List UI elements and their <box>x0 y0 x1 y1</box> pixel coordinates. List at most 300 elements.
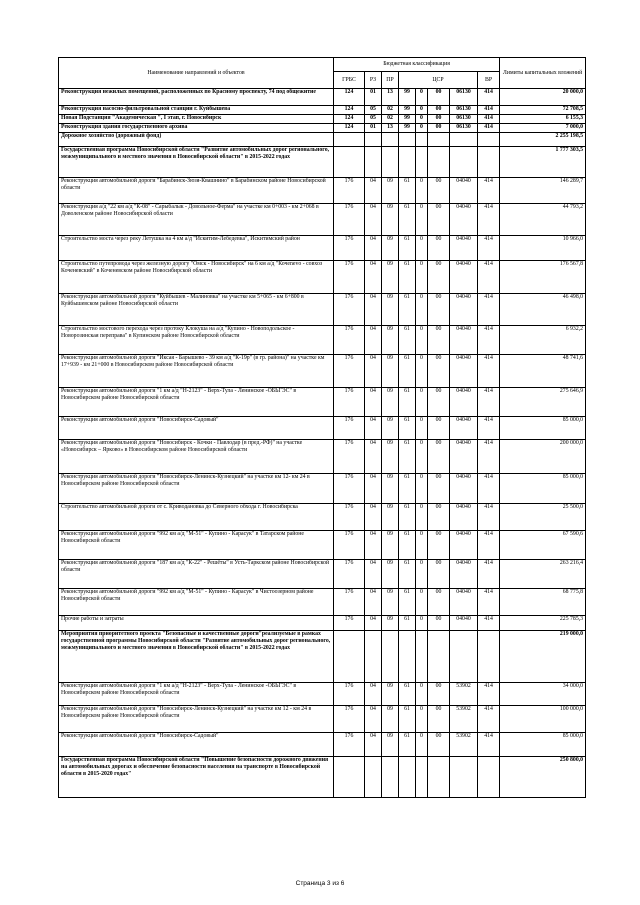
row-vr: 414 <box>478 388 500 417</box>
row-csr-2 <box>416 631 428 683</box>
row-vr: 414 <box>478 261 500 294</box>
row-name: Реконструкция автомобильной дороги "992 км а/д "М-51" - Купино - Карасук" в Татарском районе Новосибирской области <box>59 531 334 560</box>
row-amount: 44 793,2 <box>500 204 586 236</box>
row-amount: 25 500,0 <box>500 504 586 531</box>
row-grbs: 176 <box>334 417 365 440</box>
row-pr <box>382 631 399 683</box>
row-grbs <box>334 133 365 147</box>
row-amount: 275 646,9 <box>500 388 586 417</box>
row-csr-3: 00 <box>428 388 450 417</box>
row-pr: 02 <box>382 106 399 115</box>
row-csr-4: 04040 <box>450 388 478 417</box>
row-csr-2 <box>416 133 428 147</box>
row-csr-2: 0 <box>416 388 428 417</box>
row-rz: 05 <box>365 115 382 124</box>
table-row <box>59 124 586 133</box>
table-row <box>59 178 586 204</box>
row-name: Реконструкция автомобильной дороги "1 км а/д "Н-2123" - Верх-Тула - Ленинское -ОБЬГЭС" в Новосибирском районе Новосибирской области <box>59 683 334 706</box>
header-limits: Лимиты капитальных вложений <box>500 58 586 89</box>
row-csr-4: 04040 <box>450 589 478 616</box>
row-csr-2: 0 <box>416 440 428 474</box>
row-csr-4: 06130 <box>450 89 478 106</box>
row-csr-2: 0 <box>416 531 428 560</box>
row-csr-2: 0 <box>416 115 428 124</box>
row-rz: 05 <box>365 106 382 115</box>
header-grbs: ГРБС <box>334 72 365 89</box>
row-pr: 09 <box>382 261 399 294</box>
table-row <box>59 757 586 798</box>
budget-table <box>58 57 586 798</box>
table-row <box>59 204 586 236</box>
row-pr: 09 <box>382 474 399 504</box>
row-csr-3: 00 <box>428 417 450 440</box>
table-row <box>59 106 586 115</box>
row-grbs: 124 <box>334 106 365 115</box>
row-vr: 414 <box>478 355 500 388</box>
row-pr <box>382 133 399 147</box>
row-pr: 09 <box>382 294 399 326</box>
row-pr <box>382 757 399 798</box>
row-name: Реконструкция нежилых помещений, расположенных по Красному проспекту, 74 под общежитие <box>59 89 334 106</box>
row-csr-3: 00 <box>428 474 450 504</box>
row-csr-3: 00 <box>428 616 450 631</box>
row-csr-1 <box>399 757 416 798</box>
row-amount: 10 966,0 <box>500 236 586 261</box>
row-name: Реконструкция насосно-фильтровальной станции г. Куйбышева <box>59 106 334 115</box>
table-row <box>59 706 586 733</box>
row-pr: 09 <box>382 178 399 204</box>
row-grbs: 176 <box>334 589 365 616</box>
row-amount: 1 777 303,5 <box>500 147 586 178</box>
row-amount: 263 216,4 <box>500 560 586 589</box>
row-rz: 04 <box>365 706 382 733</box>
row-pr: 13 <box>382 89 399 106</box>
row-csr-4: 04040 <box>450 474 478 504</box>
row-vr: 414 <box>478 440 500 474</box>
table-row <box>59 474 586 504</box>
row-vr: 414 <box>478 204 500 236</box>
row-csr-2: 0 <box>416 589 428 616</box>
row-csr-1: 61 <box>399 531 416 560</box>
row-vr: 414 <box>478 589 500 616</box>
table-row <box>59 261 586 294</box>
row-csr-2: 0 <box>416 124 428 133</box>
row-grbs: 176 <box>334 204 365 236</box>
table-row <box>59 683 586 706</box>
header-budget-class: Бюджетная классификация <box>334 58 500 72</box>
row-csr-2: 0 <box>416 106 428 115</box>
row-rz: 04 <box>365 261 382 294</box>
row-vr: 414 <box>478 733 500 757</box>
row-csr-2: 0 <box>416 504 428 531</box>
row-vr: 414 <box>478 294 500 326</box>
row-pr: 09 <box>382 560 399 589</box>
table-row <box>59 531 586 560</box>
row-csr-2: 0 <box>416 733 428 757</box>
table-row <box>59 589 586 616</box>
row-name: Реконструкция автомобильной дороги "Барабинск-Зюзя-Квашнино" в Барабинском районе Новосибирской области <box>59 178 334 204</box>
row-rz: 04 <box>365 204 382 236</box>
row-name: Строительство путепровода через железную дорогу "Омск - Новосибирск" на 6 км а/д "Кочenevo - совхоз Кочeневский" в Коченевском районе Новосибирской области <box>59 261 334 294</box>
row-name: Реконструкция автомобильной дороги "Новосибирск-Садовый" <box>59 733 334 757</box>
row-csr-1: 61 <box>399 178 416 204</box>
table-row <box>59 560 586 589</box>
table-row <box>59 417 586 440</box>
row-csr-3: 00 <box>428 261 450 294</box>
row-csr-4: 04040 <box>450 261 478 294</box>
row-csr-2: 0 <box>416 204 428 236</box>
row-rz: 04 <box>365 178 382 204</box>
row-grbs: 176 <box>334 326 365 355</box>
row-grbs: 176 <box>334 355 365 388</box>
row-name: Строительство мостового перехода через протоку Клокуша на а/д "Купино - Новоподольское - Новорозинская переправа" в Купинском районе Новосибирской области <box>59 326 334 355</box>
row-csr-3: 00 <box>428 504 450 531</box>
row-grbs: 176 <box>334 504 365 531</box>
row-csr-1: 99 <box>399 106 416 115</box>
row-grbs: 124 <box>334 124 365 133</box>
row-pr: 09 <box>382 417 399 440</box>
row-name: Дорожное хозяйство (дорожный фонд) <box>59 133 334 147</box>
row-csr-1: 61 <box>399 589 416 616</box>
row-csr-3: 00 <box>428 589 450 616</box>
row-csr-1: 61 <box>399 616 416 631</box>
row-grbs: 176 <box>334 474 365 504</box>
row-amount: 225 785,3 <box>500 616 586 631</box>
row-csr-4: 04040 <box>450 326 478 355</box>
row-vr <box>478 147 500 178</box>
row-pr: 09 <box>382 236 399 261</box>
row-rz: 04 <box>365 683 382 706</box>
row-amount: 200 000,0 <box>500 440 586 474</box>
row-amount: 6 155,3 <box>500 115 586 124</box>
row-name: Мероприятия приоритетного проекта "Безопасные и качественные дороги"реализуемые в рамках государственной программы Новосибирской области "Развитие автомобильных дорог регионального, межмуниципального и местного значения в Новосибирской области" в 2015-2022 годах <box>59 631 334 683</box>
row-grbs <box>334 757 365 798</box>
row-vr: 414 <box>478 326 500 355</box>
row-vr: 414 <box>478 616 500 631</box>
row-amount: 85 000,0 <box>500 417 586 440</box>
row-csr-2: 0 <box>416 355 428 388</box>
row-rz: 04 <box>365 560 382 589</box>
row-csr-1: 61 <box>399 440 416 474</box>
row-csr-2: 0 <box>416 294 428 326</box>
row-amount: 67 590,6 <box>500 531 586 560</box>
table-row <box>59 631 586 683</box>
row-amount: 7 000,0 <box>500 124 586 133</box>
row-rz: 04 <box>365 474 382 504</box>
row-csr-2: 0 <box>416 236 428 261</box>
row-csr-3: 00 <box>428 733 450 757</box>
row-csr-4 <box>450 147 478 178</box>
row-csr-3: 00 <box>428 89 450 106</box>
row-csr-1: 61 <box>399 388 416 417</box>
row-pr: 09 <box>382 589 399 616</box>
row-name: Государственная программа Новосибирской области "Повышение безопасности дорожного движения на автомобильных дорогах и обеспечение безопасности населения на транспорте в Новосибирской области в 2015-2020 годах" <box>59 757 334 798</box>
row-csr-1: 61 <box>399 417 416 440</box>
row-csr-1: 61 <box>399 236 416 261</box>
table-row <box>59 504 586 531</box>
row-pr: 09 <box>382 388 399 417</box>
row-name: Реконструкция автомобильной дороги "Новосибирск-Ленинск-Кузнецкий" на участке км 12 - км 24 в Новосибирском районе Новосибирской области <box>59 706 334 733</box>
row-grbs: 176 <box>334 560 365 589</box>
row-grbs <box>334 147 365 178</box>
row-name: Реконструкция автомобильной дороги "Новосибирск-Ленинск-Кузнецкий" на участке км 12- км 24 в Новосибирском районе Новосибирской области <box>59 474 334 504</box>
row-csr-4 <box>450 631 478 683</box>
row-amount: 146 289,7 <box>500 178 586 204</box>
row-rz <box>365 133 382 147</box>
row-csr-3: 00 <box>428 178 450 204</box>
header-rz: РЗ <box>365 72 382 89</box>
row-csr-3: 00 <box>428 683 450 706</box>
row-vr: 414 <box>478 683 500 706</box>
row-csr-2: 0 <box>416 326 428 355</box>
row-vr <box>478 757 500 798</box>
row-pr: 09 <box>382 504 399 531</box>
row-csr-4: 04040 <box>450 616 478 631</box>
row-rz: 01 <box>365 89 382 106</box>
page-footer: Страница 3 из 6 <box>295 880 345 887</box>
row-name: Реконструкция а/д "22 км а/д "К-08" - Сарыбалык - Довольное-Ферма" на участке км 0+003 - км 2+068 в Доволенском районе Новосибирской области <box>59 204 334 236</box>
row-csr-4: 53902 <box>450 683 478 706</box>
row-pr: 09 <box>382 204 399 236</box>
row-pr: 09 <box>382 733 399 757</box>
row-csr-4: 06130 <box>450 106 478 115</box>
row-rz: 04 <box>365 531 382 560</box>
table-row <box>59 388 586 417</box>
row-csr-3: 00 <box>428 440 450 474</box>
row-csr-1: 61 <box>399 204 416 236</box>
row-csr-3: 00 <box>428 124 450 133</box>
row-csr-4: 04040 <box>450 204 478 236</box>
row-amount: 85 000,0 <box>500 474 586 504</box>
row-rz: 04 <box>365 326 382 355</box>
row-csr-4: 04040 <box>450 531 478 560</box>
row-csr-4: 04040 <box>450 178 478 204</box>
row-amount: 48 741,6 <box>500 355 586 388</box>
row-amount: 46 498,0 <box>500 294 586 326</box>
row-grbs: 176 <box>334 261 365 294</box>
row-rz <box>365 757 382 798</box>
row-vr: 414 <box>478 178 500 204</box>
row-csr-4: 06130 <box>450 124 478 133</box>
row-csr-2 <box>416 757 428 798</box>
row-vr: 414 <box>478 124 500 133</box>
row-csr-1: 99 <box>399 124 416 133</box>
row-pr: 09 <box>382 440 399 474</box>
row-vr: 414 <box>478 115 500 124</box>
row-pr: 09 <box>382 326 399 355</box>
row-pr: 13 <box>382 124 399 133</box>
table-row <box>59 236 586 261</box>
row-vr: 414 <box>478 236 500 261</box>
row-csr-1: 61 <box>399 733 416 757</box>
row-name: Реконструкция автомобильной дороги "Иксая - Барышево - 39 км а/д "К-19р" (в гр. района)" на участке км 17+939 - км 21+000 в Новосибирском районе Новосибирской области <box>59 355 334 388</box>
row-csr-4: 53902 <box>450 733 478 757</box>
row-csr-4: 04040 <box>450 560 478 589</box>
row-amount: 20 000,0 <box>500 89 586 106</box>
row-csr-4 <box>450 133 478 147</box>
row-grbs: 124 <box>334 115 365 124</box>
row-csr-4: 53902 <box>450 706 478 733</box>
row-csr-1: 99 <box>399 89 416 106</box>
row-vr: 414 <box>478 474 500 504</box>
row-name: Реконструкция автомобильной дороги "187 км а/д "К-22" - Решёты" в Усть-Таркском районе Новосибирской области <box>59 560 334 589</box>
table-row <box>59 616 586 631</box>
row-csr-1: 61 <box>399 355 416 388</box>
row-csr-2: 0 <box>416 417 428 440</box>
row-csr-4: 04040 <box>450 440 478 474</box>
table-row <box>59 733 586 757</box>
row-name: Новая Подстанция "Академическая ", I этап, г. Новосибирск <box>59 115 334 124</box>
row-rz: 04 <box>365 616 382 631</box>
row-csr-1: 61 <box>399 474 416 504</box>
row-rz: 04 <box>365 440 382 474</box>
row-name: Строительство моста через реку Летушка на 4 км а/д "Искитим-Лебедевка", Искитимский район <box>59 236 334 261</box>
row-csr-2: 0 <box>416 706 428 733</box>
row-rz: 04 <box>365 294 382 326</box>
table-row <box>59 147 586 178</box>
row-vr: 414 <box>478 89 500 106</box>
row-csr-3: 00 <box>428 326 450 355</box>
row-amount: 68 775,8 <box>500 589 586 616</box>
row-csr-2: 0 <box>416 261 428 294</box>
row-csr-1 <box>399 631 416 683</box>
header-csr: ЦСР <box>399 72 478 89</box>
row-amount: 85 000,0 <box>500 733 586 757</box>
row-grbs: 176 <box>334 178 365 204</box>
row-grbs: 176 <box>334 236 365 261</box>
row-name: Реконструкция автомобильной дороги "1 км а/д "Н-2123" - Верх-Тула - Ленинское -ОБЬГЭС" в Новосибирском районе Новосибирской области <box>59 388 334 417</box>
row-csr-3: 00 <box>428 355 450 388</box>
header-pr: ПР <box>382 72 399 89</box>
row-csr-3: 00 <box>428 294 450 326</box>
table-row <box>59 115 586 124</box>
row-rz: 04 <box>365 355 382 388</box>
row-grbs: 124 <box>334 89 365 106</box>
row-grbs: 176 <box>334 706 365 733</box>
row-name: Государственная программа Новосибирской области "Развитие автомобильных дорог регионального, межмуниципального и местного значения в Новосибирской области" в 2015-2022 годах <box>59 147 334 178</box>
row-csr-1: 61 <box>399 560 416 589</box>
row-amount: 34 000,0 <box>500 683 586 706</box>
row-csr-1: 61 <box>399 294 416 326</box>
row-pr <box>382 147 399 178</box>
row-csr-1: 61 <box>399 504 416 531</box>
row-csr-3: 00 <box>428 106 450 115</box>
row-vr: 414 <box>478 106 500 115</box>
row-csr-2: 0 <box>416 178 428 204</box>
row-pr: 09 <box>382 355 399 388</box>
row-vr <box>478 133 500 147</box>
row-csr-1 <box>399 147 416 178</box>
row-vr <box>478 631 500 683</box>
row-vr: 414 <box>478 706 500 733</box>
header-name: Наименование направлений и объектов <box>59 58 334 89</box>
row-csr-4: 04040 <box>450 504 478 531</box>
row-rz: 04 <box>365 589 382 616</box>
row-pr: 09 <box>382 616 399 631</box>
row-csr-3: 00 <box>428 115 450 124</box>
row-rz: 04 <box>365 388 382 417</box>
row-grbs: 176 <box>334 531 365 560</box>
table-row <box>59 355 586 388</box>
table-row <box>59 294 586 326</box>
row-csr-4: 04040 <box>450 417 478 440</box>
row-rz: 04 <box>365 504 382 531</box>
row-rz <box>365 147 382 178</box>
row-csr-2: 0 <box>416 560 428 589</box>
row-name: Реконструкция автомобильной дороги "992 км а/д "М-51" - Купино - Карасук" в Чистоозерном районе Новосибирской области <box>59 589 334 616</box>
row-amount: 2 255 198,5 <box>500 133 586 147</box>
row-csr-4: 04040 <box>450 236 478 261</box>
row-vr: 414 <box>478 531 500 560</box>
table-header <box>59 58 586 89</box>
row-rz: 04 <box>365 417 382 440</box>
row-csr-3: 00 <box>428 706 450 733</box>
row-name: Реконструкция здания государственного архива <box>59 124 334 133</box>
row-grbs: 176 <box>334 388 365 417</box>
row-name: Реконструкция автомобильной дороги "Новосибирск - Кочки - Павлодар (в пред.-РФ)" на участке «Новосибирск – Ярково» в Новосибирском районе Новосибирской области <box>59 440 334 474</box>
row-csr-1 <box>399 133 416 147</box>
row-csr-3: 00 <box>428 531 450 560</box>
row-pr: 02 <box>382 115 399 124</box>
row-rz: 04 <box>365 236 382 261</box>
row-csr-3 <box>428 147 450 178</box>
row-grbs: 176 <box>334 440 365 474</box>
row-pr: 09 <box>382 683 399 706</box>
row-grbs: 176 <box>334 683 365 706</box>
row-csr-3 <box>428 757 450 798</box>
row-amount: 100 000,0 <box>500 706 586 733</box>
row-name: Строительство автомобильной дороги от с. Криводановка до Северного обхода г. Новосибирска <box>59 504 334 531</box>
row-csr-4: 04040 <box>450 294 478 326</box>
row-csr-2: 0 <box>416 616 428 631</box>
row-rz: 04 <box>365 733 382 757</box>
row-vr: 414 <box>478 504 500 531</box>
row-csr-1: 61 <box>399 683 416 706</box>
row-vr: 414 <box>478 417 500 440</box>
row-name: Реконструкция автомобильной дороги "Новосибирск-Садовый" <box>59 417 334 440</box>
row-amount: 72 708,5 <box>500 106 586 115</box>
header-vr: ВР <box>478 72 500 89</box>
row-amount: 219 000,0 <box>500 631 586 683</box>
row-amount: 176 567,8 <box>500 261 586 294</box>
row-csr-1: 61 <box>399 261 416 294</box>
row-csr-2: 0 <box>416 474 428 504</box>
row-name: Реконструкция автомобильной дороги "Куйбышев - Малиновка" на участке км 5+065 - км 6+800 в Куйбышевском районе Новосибирской области <box>59 294 334 326</box>
row-csr-2 <box>416 147 428 178</box>
row-grbs: 176 <box>334 616 365 631</box>
row-pr: 09 <box>382 706 399 733</box>
table-body <box>59 89 586 798</box>
row-rz <box>365 631 382 683</box>
table-row <box>59 440 586 474</box>
row-grbs: 176 <box>334 294 365 326</box>
row-csr-1: 61 <box>399 326 416 355</box>
row-csr-2: 0 <box>416 89 428 106</box>
row-csr-3: 00 <box>428 560 450 589</box>
row-csr-4: 06130 <box>450 115 478 124</box>
row-csr-3: 00 <box>428 236 450 261</box>
row-csr-3 <box>428 631 450 683</box>
row-csr-1: 99 <box>399 115 416 124</box>
row-vr: 414 <box>478 560 500 589</box>
row-csr-2: 0 <box>416 683 428 706</box>
row-grbs: 176 <box>334 733 365 757</box>
row-amount: 250 800,0 <box>500 757 586 798</box>
row-pr: 09 <box>382 531 399 560</box>
row-name: Прочие работы и затраты <box>59 616 334 631</box>
row-csr-1: 61 <box>399 706 416 733</box>
table-row <box>59 89 586 106</box>
